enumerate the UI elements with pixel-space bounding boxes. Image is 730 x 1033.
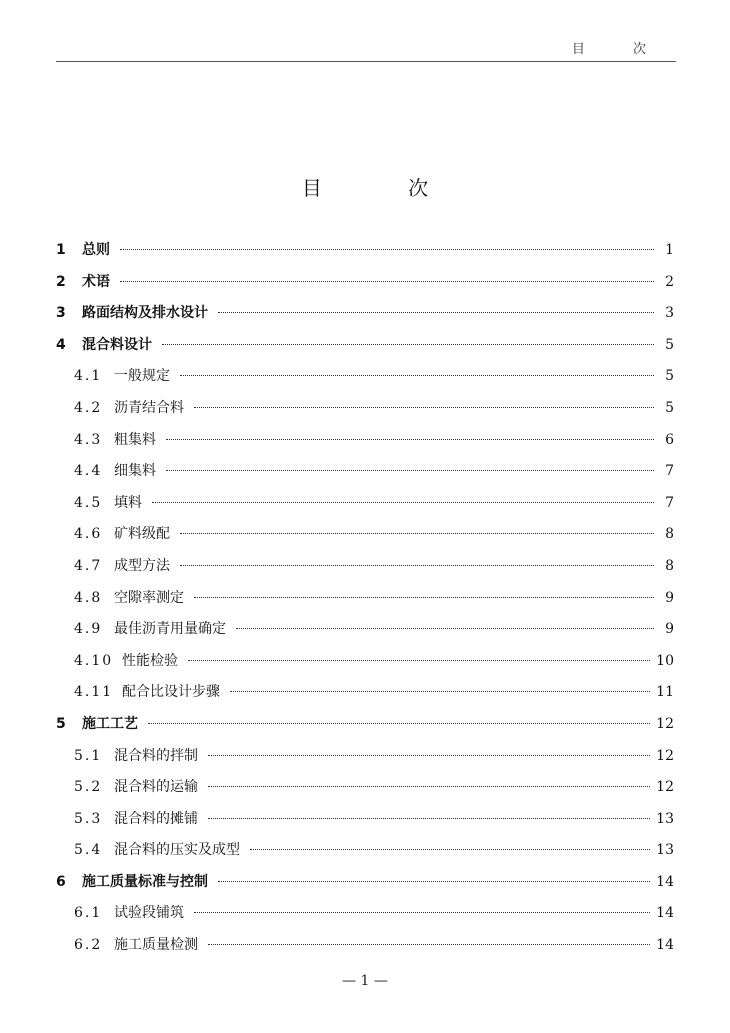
dot-leader bbox=[120, 280, 654, 282]
toc-entry-label: 填料 bbox=[114, 494, 142, 511]
toc-entry-page: 12 bbox=[656, 747, 674, 764]
toc-entry[interactable] bbox=[56, 588, 674, 620]
toc-entry-number: 5.3 bbox=[74, 810, 103, 827]
toc-entry-page: 8 bbox=[665, 526, 674, 543]
toc-entry[interactable] bbox=[56, 461, 674, 493]
toc-entry-page: 7 bbox=[665, 463, 674, 480]
toc-entry-number: 4.9 bbox=[74, 621, 103, 638]
toc-entry-number: 4.4 bbox=[74, 463, 103, 480]
dot-leader bbox=[148, 722, 650, 724]
dot-leader bbox=[120, 248, 654, 250]
toc-entry-number: 4.5 bbox=[74, 494, 103, 511]
toc-entry[interactable] bbox=[56, 556, 674, 588]
dot-leader bbox=[230, 690, 650, 692]
dot-leader bbox=[218, 880, 650, 882]
toc-entry[interactable] bbox=[56, 272, 674, 304]
dot-leader bbox=[152, 501, 654, 503]
dot-leader bbox=[208, 785, 650, 787]
toc-entry[interactable] bbox=[56, 777, 674, 809]
toc-entry-number: 4.7 bbox=[74, 557, 103, 574]
toc-entry-page: 5 bbox=[665, 399, 674, 416]
dot-leader bbox=[188, 659, 650, 661]
toc-entry[interactable] bbox=[56, 714, 674, 746]
toc-entry-page: 9 bbox=[665, 589, 674, 606]
toc-entry[interactable] bbox=[56, 840, 674, 872]
toc-entry[interactable] bbox=[56, 619, 674, 651]
toc-entry-number: 1 bbox=[56, 242, 66, 258]
dot-leader bbox=[180, 532, 654, 534]
toc-entry-page: 2 bbox=[665, 273, 674, 290]
toc-entry-page: 8 bbox=[665, 557, 674, 574]
toc-entry-page: 14 bbox=[656, 905, 674, 922]
toc-entry-page: 12 bbox=[656, 715, 674, 732]
toc-entry-label: 性能检验 bbox=[122, 652, 178, 669]
toc-entry-label: 粗集料 bbox=[114, 431, 156, 448]
toc-entry[interactable] bbox=[56, 335, 674, 367]
toc-entry-label: 混合料的压实及成型 bbox=[114, 842, 240, 859]
page-number: — 1 — bbox=[342, 973, 388, 989]
dot-leader bbox=[250, 848, 650, 850]
toc-entry[interactable] bbox=[56, 903, 674, 935]
dot-leader bbox=[166, 469, 654, 471]
toc-entry-number: 4.2 bbox=[74, 399, 103, 416]
toc-entry-label: 一般规定 bbox=[114, 368, 170, 385]
toc-entry-label: 最佳沥青用量确定 bbox=[114, 621, 226, 638]
toc-entry[interactable] bbox=[56, 303, 674, 335]
toc-entry-label: 配合比设计步骤 bbox=[122, 684, 220, 701]
dot-leader bbox=[194, 406, 654, 408]
toc-entry-label: 试验段铺筑 bbox=[114, 905, 184, 922]
dot-leader bbox=[162, 343, 654, 345]
toc-entry-page: 13 bbox=[656, 842, 674, 859]
toc-entry[interactable] bbox=[56, 809, 674, 841]
toc-entry-number: 5.1 bbox=[74, 747, 103, 764]
toc-entry-label: 施工工艺 bbox=[82, 715, 138, 732]
toc-entry[interactable] bbox=[56, 524, 674, 556]
toc-entry[interactable] bbox=[56, 240, 674, 272]
toc-entry-number: 5.2 bbox=[74, 779, 103, 796]
toc-entry-page: 12 bbox=[656, 779, 674, 796]
toc-entry-number: 6.2 bbox=[74, 937, 103, 954]
toc-entry-number: 4 bbox=[56, 336, 66, 353]
dot-leader bbox=[180, 374, 654, 376]
toc-entry-label: 混合料的拌制 bbox=[114, 747, 198, 764]
toc-entry[interactable] bbox=[56, 651, 674, 683]
dot-leader bbox=[208, 943, 650, 945]
toc-entry-page: 5 bbox=[665, 336, 674, 353]
toc-entry-number: 4.11 bbox=[74, 684, 114, 701]
toc-entry[interactable] bbox=[56, 682, 674, 714]
dot-leader bbox=[180, 564, 654, 566]
toc-entry-page: 13 bbox=[656, 810, 674, 827]
toc-entry-label: 混合料的运输 bbox=[114, 779, 198, 796]
toc-list bbox=[56, 240, 674, 967]
toc-entry-number: 4.8 bbox=[74, 589, 103, 606]
toc-entry-number: 6.1 bbox=[74, 905, 103, 922]
toc-entry[interactable] bbox=[56, 935, 674, 967]
toc-entry-label: 术语 bbox=[82, 273, 110, 290]
toc-entry-number: 2 bbox=[56, 273, 66, 290]
toc-entry-label: 混合料设计 bbox=[82, 336, 152, 353]
toc-entry-page: 11 bbox=[656, 684, 674, 701]
toc-entry-page: 9 bbox=[665, 621, 674, 638]
toc-entry-page: 6 bbox=[665, 431, 674, 448]
toc-entry-label: 矿料级配 bbox=[114, 526, 170, 543]
toc-entry-number: 4.6 bbox=[74, 526, 103, 543]
toc-entry-page: 7 bbox=[665, 494, 674, 511]
toc-entry-page: 10 bbox=[656, 652, 674, 669]
toc-entry-label: 路面结构及排水设计 bbox=[82, 305, 208, 322]
dot-leader bbox=[208, 817, 650, 819]
page-title: 目 次 bbox=[301, 176, 469, 200]
running-header: 目 次 bbox=[571, 42, 668, 57]
toc-entry[interactable] bbox=[56, 872, 674, 904]
dot-leader bbox=[218, 311, 654, 313]
toc-entry[interactable] bbox=[56, 366, 674, 398]
toc-entry-page: 5 bbox=[665, 368, 674, 385]
toc-entry-number: 4.10 bbox=[74, 652, 114, 669]
toc-entry-label: 成型方法 bbox=[114, 557, 170, 574]
toc-entry-page: 1 bbox=[665, 242, 674, 258]
toc-entry-number: 5.4 bbox=[74, 842, 103, 859]
dot-leader bbox=[194, 596, 654, 598]
toc-entry-page: 3 bbox=[665, 305, 674, 322]
toc-entry-label: 空隙率测定 bbox=[114, 589, 184, 606]
toc-entry-number: 4.1 bbox=[74, 368, 103, 385]
dot-leader bbox=[236, 627, 654, 629]
toc-entry[interactable] bbox=[56, 430, 674, 462]
toc-entry-label: 细集料 bbox=[114, 463, 156, 480]
header-rule bbox=[56, 61, 676, 62]
toc-entry-number: 6 bbox=[56, 873, 66, 890]
dot-leader bbox=[194, 911, 650, 913]
toc-entry[interactable] bbox=[56, 746, 674, 778]
toc-entry-label: 混合料的摊铺 bbox=[114, 810, 198, 827]
toc-entry[interactable] bbox=[56, 398, 674, 430]
toc-entry-page: 14 bbox=[656, 937, 674, 954]
toc-entry-label: 施工质量检测 bbox=[114, 937, 198, 954]
toc-entry-label: 总则 bbox=[82, 242, 110, 258]
toc-entry-page: 14 bbox=[656, 873, 674, 890]
toc-entry[interactable] bbox=[56, 493, 674, 525]
toc-entry-number: 5 bbox=[56, 715, 66, 732]
dot-leader bbox=[208, 754, 650, 756]
toc-entry-label: 沥青结合料 bbox=[114, 399, 184, 416]
dot-leader bbox=[166, 438, 654, 440]
toc-entry-number: 3 bbox=[56, 305, 66, 322]
toc-entry-number: 4.3 bbox=[74, 431, 103, 448]
toc-entry-label: 施工质量标准与控制 bbox=[82, 873, 208, 890]
